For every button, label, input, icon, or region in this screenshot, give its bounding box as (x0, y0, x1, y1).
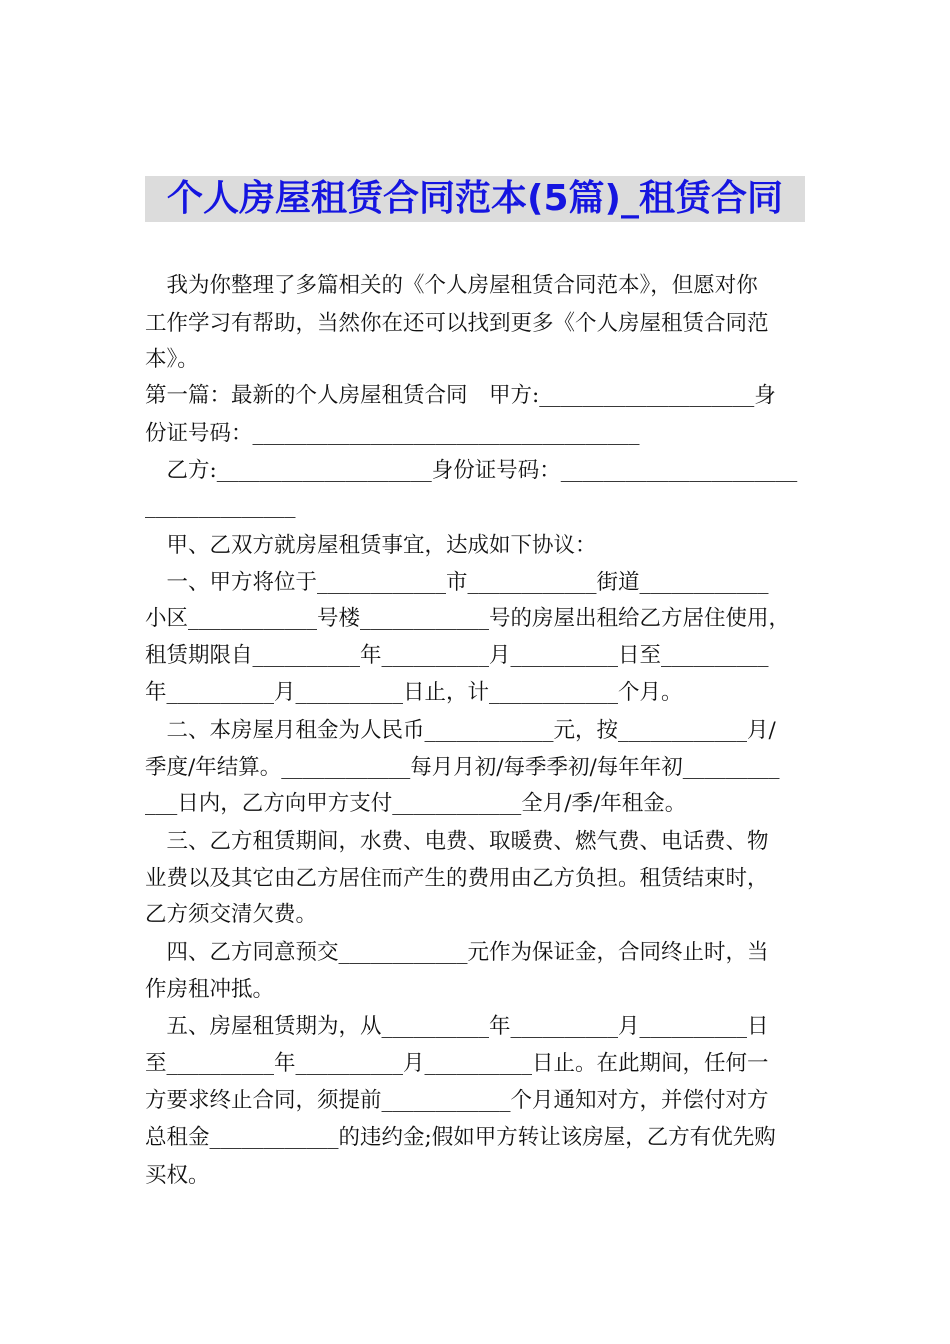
text-line: 总租金____________的违约金;假如甲方转让该房屋，乙方有优先购 (145, 1125, 776, 1150)
text-line: 年__________月__________日止，计____________个月。 (145, 680, 683, 705)
text-line: 业费以及其它由乙方居住而产生的费用由乙方负担。租赁结束时， (145, 866, 769, 891)
text-line: 三、乙方租赁期间，水费、电费、取暖费、燃气费、电话费、物 (145, 829, 769, 854)
text-line: 一、甲方将位于____________市____________街道____________ (145, 570, 769, 595)
text-line: 份证号码：____________________________________ (145, 421, 640, 446)
text-line: 小区____________号楼____________号的房屋出租给乙方居住使用， (145, 606, 791, 631)
text-line: 二、本房屋月租金为人民币____________元，按____________月/ (145, 718, 776, 743)
text-line: 乙方须交清欠费。 (145, 902, 318, 927)
text-line: 季度/年结算。____________每月月初/每季季初/每年年初_________ (145, 755, 780, 780)
text-line: 四、乙方同意预交____________元作为保证金，合同终止时，当 (145, 940, 769, 965)
page-title: 个人房屋租赁合同范本(5篇)_租赁合同 (145, 176, 805, 222)
text-line: 作房租冲抵。 (145, 977, 275, 1002)
text-line: 我为你整理了多篇相关的《个人房屋租赁合同范本》，但愿对你 (145, 273, 758, 298)
text-line: 工作学习有帮助，当然你在还可以找到更多《个人房屋租赁合同范 (145, 311, 769, 336)
text-line: 第一篇：最新的个人房屋租赁合同 甲方:____________________身 (145, 383, 776, 408)
text-line: 甲、乙双方就房屋租赁事宜，达成如下协议： (145, 533, 597, 558)
text-line: 乙方:____________________身份证号码：______________________ (145, 458, 798, 483)
text-line: 租赁期限自__________年__________月__________日至__________ (145, 643, 769, 668)
text-line: ______________ (145, 494, 296, 519)
text-line: 方要求终止合同，须提前____________个月通知对方，并偿付对方 (145, 1088, 769, 1113)
text-line: 买权。 (145, 1163, 210, 1188)
text-line: 至__________年__________月__________日止。在此期间，任何一 (145, 1051, 769, 1076)
text-line: ___日内，乙方向甲方支付____________全月/季/年租金。 (145, 791, 687, 816)
text-line: 五、房屋租赁期为，从__________年__________月__________日 (145, 1014, 769, 1039)
text-line: 本》。 (145, 347, 199, 372)
